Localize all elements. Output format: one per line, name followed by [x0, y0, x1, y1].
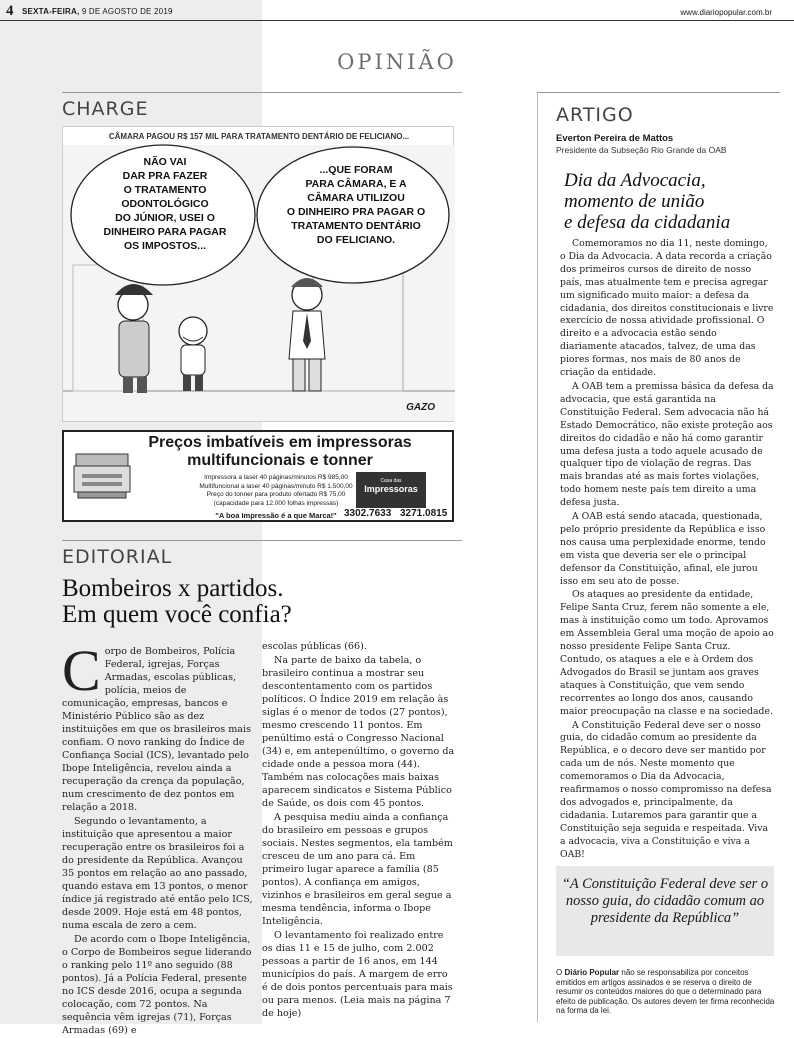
disclaimer-prefix: O: [556, 968, 565, 977]
artigo-title-line: momento de união: [564, 191, 705, 212]
bubble-right-line: ...QUE FORAM: [319, 164, 393, 176]
artigo-paragraph: A OAB tem a premissa básica da defesa da advocacia, que está garantida na Constituição Federal. Sem advocacia não há Estado Democrático, não existe proteção aos direitos do cidadão e não há como garantir uma defesa justa a todo aquele acusado de qualquer tipo de violação de regras. Das mais brandas até as mais fortes violações, todo homem neste país tem direito a uma defesa justa.: [560, 380, 774, 509]
editorial-column-2: [262, 640, 456, 1021]
artigo-paragraph: A Constituição Federal deve ser o nosso guia, do cidadão comum ao presidente da República, e o decoro deve ser mantido por cada um de nós. Neste momento que comemoramos o Dia da Advocacia, reafirmamos o nosso compromisso na defesa dos advogados e, principalmente, da cidadania. Lutaremos para garantir que a Constituição seja seguida e respeitada. Viva a advocacia, viva a Constituição e viva a OAB!: [560, 719, 772, 860]
bubble-left-line: DO JÚNIOR, USEI O: [115, 212, 215, 224]
artigo-paragraph: Os ataques ao presidente da entidade, Felipe Santa Cruz, ferem não somente a ele, mas à instituição como um todo. Aprovamos em Assembleia Geral uma moção de apoio ao nosso presidente Felipe Santa Cruz. Contudo, os ataques a ele e à Ordem dos Advogados do Brasil se juntam aos graves ataques à Constituição, que vem sendo recorrentes ao longo dos anos, causando maior preocupação na classe e na sociedade.: [560, 589, 774, 717]
section-title: OPINIÃO: [337, 50, 457, 74]
ad-logo: [356, 472, 426, 508]
paragraph-text: orpo de Bombeiros, Polícia Federal, igrejas, Forças Armadas, escolas públicas, polícia, meios de comunicação, empresas, bancos e Ministério Público são as dez instituições em que os brasileiros mais confiam. O novo ranking do Índice de Confiança Social (ICS), levantado pelo Ibope Inteligência, revelou ainda a recuperação da crença da população, num crescimento de dez pontos em relação a 2018.: [62, 646, 252, 813]
header-rule: [0, 20, 794, 21]
artigo-paragraph: Comemoramos no dia 11, neste domingo, o Dia da Advocacia. A data recorda a criação dos primeiros cursos de direito de nosso país, mas atualmente tem e precisa agregar um significado muito maior: a defesa da cidadania, dos direitos constitucionais e livre exercício de nossa atividade profissional. O direito e a advocacia estão sendo diariamente atacados, talvez, de uma das piores formas, nos mais de 80 anos de criação da entidade.: [560, 238, 774, 379]
disclaimer-text: não se responsabiliza por conceitos emitidos em artigos assinados e se reserva o direito de resumir os conteúdos maiores do que o determinado para efeito de publicação. Os autores devem ter firma reconhecida na forma da lei.: [556, 968, 775, 1015]
date: 9 DE AGOSTO DE 2019: [81, 7, 173, 16]
disclaimer: [556, 968, 776, 1016]
printer-advertisement[interactable]: [62, 430, 454, 522]
charge-label: CHARGE: [62, 98, 149, 120]
site-url[interactable]: www.diariopopular.com.br: [680, 8, 772, 17]
artigo-title: [564, 170, 784, 233]
page-number: 4: [6, 3, 14, 19]
artigo-label: ARTIGO: [556, 104, 634, 126]
bubble-right-line: TRATAMENTO DENTÁRIO: [291, 220, 421, 232]
charge-rule: [62, 92, 462, 93]
bubble-left-line: O TRATAMENTO: [123, 184, 207, 196]
ad-phone-2: 3271.0815: [400, 508, 448, 519]
pull-quote-box: [556, 866, 774, 956]
editorial-paragraph: Segundo o levantamento, a instituição que apresentou a maior recuperação entre os brasileiros foi a do presidente da República. Avançou 35 pontos em relação ao ano passado, quando estava em 13 pontos, o menor índice já registrado até então pelo ICS, desde 2009. Hoje está em 48 pontos, numa escala de zero a cem.: [62, 816, 253, 931]
ad-line: Multifuncional a laser 40 páginas/minuto R$ 1.500,00: [199, 482, 353, 490]
editorial-title-line-2: Em quem você confia?: [62, 601, 292, 628]
cartoonist-signature: GAZO: [406, 402, 435, 413]
ad-headline-2: multifuncionais e tonner: [187, 452, 373, 469]
speech-bubble-left: [85, 155, 245, 253]
author-name: Everton Pereira de Mattos: [556, 133, 674, 144]
editorial-column-1: [62, 638, 256, 1038]
artigo-title-line: e defesa da cidadania: [564, 212, 731, 233]
editorial-paragraph: A pesquisa mediu ainda a confiança do brasileiro em pessoas e grupos sociais. Nestes segmentos, ela também cresceu de um ano para cá. Em primeiro lugar aparece a família (85 pontos). A confiança em amigos, vizinhos e brasileiros em geral segue a mesma tendência, informa o Ibope Inteligência.: [262, 812, 453, 927]
disclaimer-brand: Diário Popular: [564, 968, 620, 977]
artigo-divider: [537, 92, 538, 1022]
ad-line: Preço do tonner para produto ofertado R$ 75,00: [206, 491, 346, 498]
bubble-right-line: O DINHEIRO PRA PAGAR O: [286, 206, 426, 218]
editorial-label: EDITORIAL: [62, 546, 173, 568]
bubble-right-line: CÂMARA UTILIZOU: [307, 192, 405, 204]
ad-phone-1: 3302.7633: [344, 508, 392, 519]
ad-slogan: "A boa Impressão é a que Marca!": [215, 511, 337, 520]
page-header: [0, 0, 794, 22]
editorial-paragraph: Na parte de baixo da tabela, o brasileiro continua a mostrar seu descontentamento com os partidos políticos. O Índice 2019 em relação às siglas é o menor de todos (27 pontos), mesmo crescendo 11 pontos. Em penúltimo está o Congresso Nacional (34) e, em antepenúltimo, o governo da cidade onde a pessoa mora (44). Também nas colocações mais baixas aparecem sindicatos e Sistema Público de Saúde, os dois com 45 pontos.: [262, 655, 455, 809]
artigo-paragraph: A OAB está sendo atacada, questionada, pelo próprio presidente da República e isso nos causa uma perplexidade enorme, tendo em vista que deveria ser ele o principal defensor da Constituição, afinal, ele jurou isso em seu ato de posse.: [560, 511, 766, 587]
ad-logo-main: Impressoras: [364, 484, 418, 494]
bubble-left-line: OS IMPOSTOS...: [123, 240, 207, 252]
bubble-left-line: NÃO VAI: [143, 156, 187, 168]
drop-cap: C: [62, 638, 101, 703]
ad-headline-1: Preços imbatíveis em impressoras: [148, 434, 412, 451]
ad-logo-top: Casa das: [380, 478, 402, 484]
printer-icon: [72, 448, 132, 500]
ad-line: (capacidade para 12.000 folhas impressas): [213, 499, 339, 507]
editorial-paragraph: [62, 638, 256, 814]
editorial-title: [62, 576, 462, 628]
artigo-title-line: Dia da Advocacia,: [564, 170, 706, 191]
artigo-rule: [537, 92, 780, 93]
editorial-paragraph: O levantamento foi realizado entre os dias 11 e 15 de julho, com 2.002 pessoas a partir de 16 anos, em 144 municípios do país. A margem de erro é de dois pontos percentuais para mais ou para menos. (Leia mais na página 7 de hoje): [262, 930, 453, 1019]
bubble-right-line: DO FELICIANO.: [316, 234, 396, 246]
bubble-left-line: ODONTOLÓGICO: [121, 198, 209, 210]
editorial-title-line-1: Bombeiros x partidos.: [62, 575, 284, 602]
editorial-rule: [62, 540, 462, 541]
ad-line: Impressora a laser 40 páginas/minutos R$ 985,00: [204, 474, 348, 481]
ad-price-list: [176, 474, 376, 508]
artigo-body: [560, 238, 774, 863]
cartoon-caption: CÂMARA PAGOU R$ 157 MIL PARA TRATAMENTO DENTÁRIO DE FELICIANO...: [108, 132, 410, 141]
author-role: Presidente da Subseção Rio Grande da OAB: [556, 145, 727, 155]
bubble-left-line: DAR PRA FAZER: [122, 170, 208, 182]
weekday: SEXTA-FEIRA,: [22, 7, 80, 16]
bubble-left-line: DINHEIRO PARA PAGAR: [103, 226, 227, 238]
editorial-paragraph: De acordo com o Ibope Inteligência, o Corpo de Bombeiros segue liderando o ranking pelo 11º ano seguido (88 pontos). Já a Polícia Federal, presente no ICS desde 2016, ocupa a segunda colocação, com 72 pontos. Na sequência vêm igrejas (71), Forças Armadas (69) e: [62, 934, 252, 1036]
header-date: [22, 7, 173, 16]
bubble-right-line: PARA CÂMARA, E A: [305, 178, 407, 190]
speech-bubble-right: [271, 163, 441, 247]
pull-quote: “A Constituição Federal deve ser o nosso guia, do cidadão comum ao presidente da República”: [561, 876, 769, 926]
cartoon: [62, 126, 454, 422]
editorial-paragraph: escolas públicas (66).: [262, 641, 367, 652]
